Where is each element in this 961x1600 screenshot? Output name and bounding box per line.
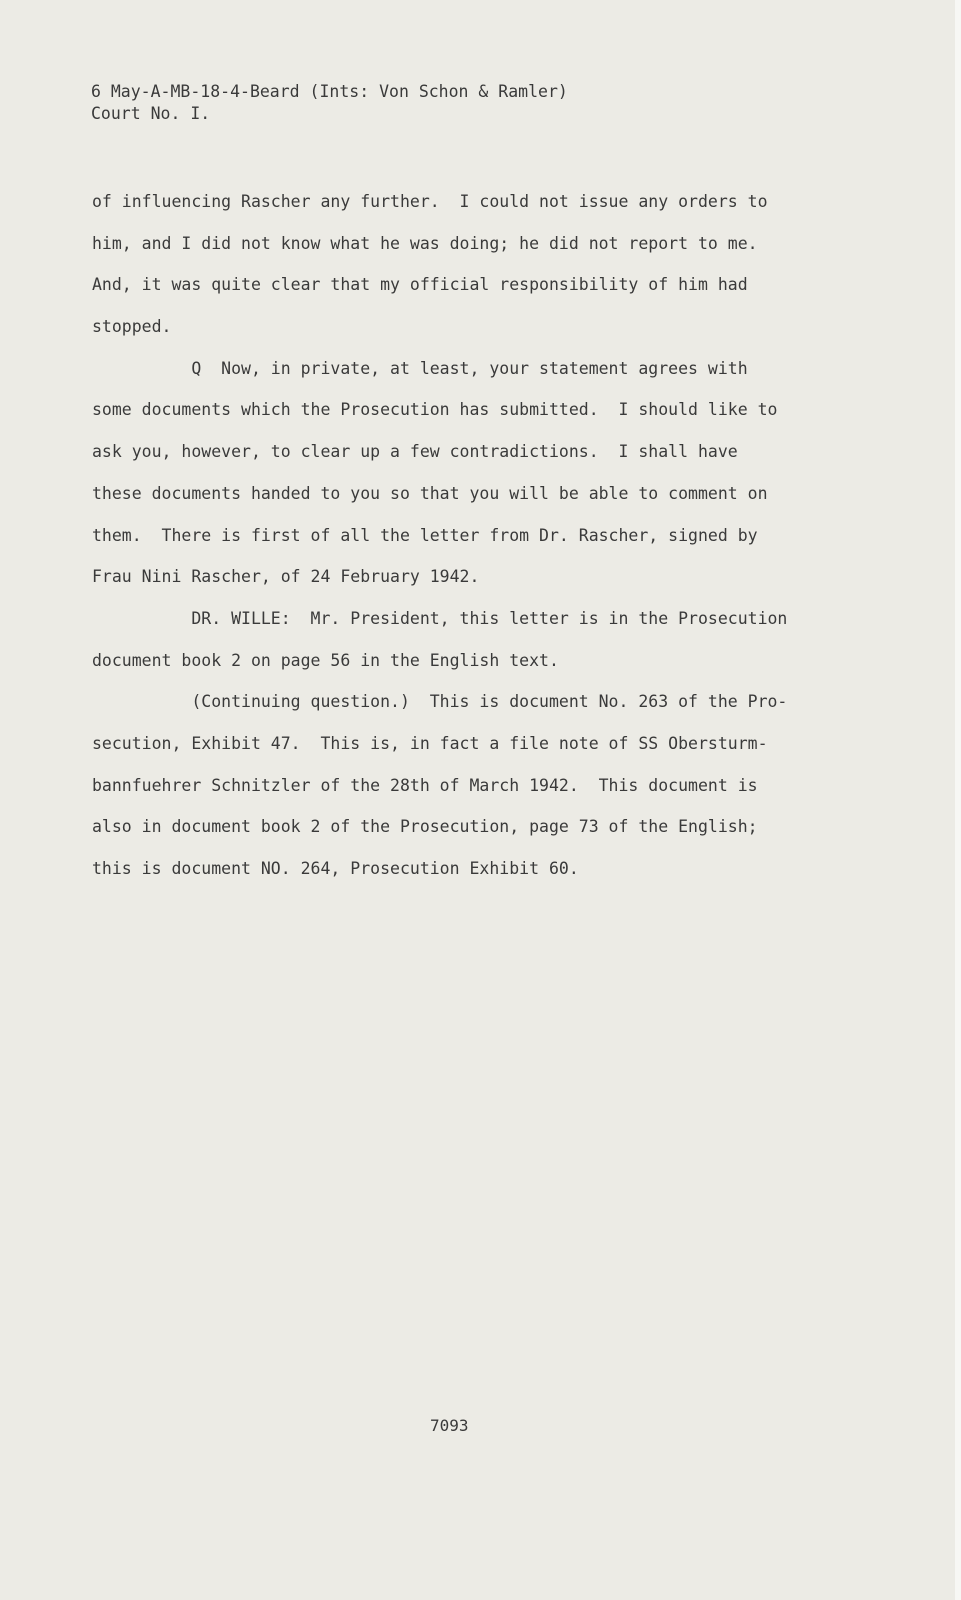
header-session-line: 6 May-A-MB-18-4-Beard (Ints: Von Schon & Ramler)	[91, 82, 568, 101]
body-line: them. There is first of all the letter from Dr. Rascher, signed by	[92, 525, 758, 545]
body-line: stopped.	[92, 317, 172, 337]
body-line: DR. WILLE: Mr. President, this letter is in the Prosecution	[92, 608, 788, 628]
body-line: bannfuehrer Schnitzler of the 28th of March 1942. This document is	[92, 775, 758, 795]
body-line: also in document book 2 of the Prosecution, page 73 of the English;	[92, 817, 758, 837]
body-line: document book 2 on page 56 in the English text.	[92, 650, 559, 670]
body-line: Frau Nini Rascher, of 24 February 1942.	[92, 567, 480, 587]
page-number: 7093	[430, 1416, 469, 1435]
body-line: secution, Exhibit 47. This is, in fact a file note of SS Obersturm-	[92, 733, 768, 753]
body-line: some documents which the Prosecution has submitted. I should like to	[92, 400, 778, 420]
body-line: ask you, however, to clear up a few contradictions. I shall have	[92, 442, 738, 462]
transcript-header	[91, 81, 568, 125]
body-line: Q Now, in private, at least, your statement agrees with	[92, 358, 748, 378]
body-line: And, it was quite clear that my official responsibility of him had	[92, 275, 748, 295]
body-line: him, and I did not know what he was doing; he did not report to me.	[92, 233, 758, 253]
body-line: of influencing Rascher any further. I could not issue any orders to	[92, 192, 768, 211]
transcript-body	[92, 181, 822, 890]
header-court-line: Court No. I.	[91, 104, 211, 123]
body-line: (Continuing question.) This is document No. 263 of the Pro-	[92, 692, 788, 712]
body-line: these documents handed to you so that you will be able to comment on	[92, 483, 768, 503]
page-edge	[955, 0, 961, 1600]
body-line: this is document NO. 264, Prosecution Exhibit 60.	[92, 859, 579, 878]
